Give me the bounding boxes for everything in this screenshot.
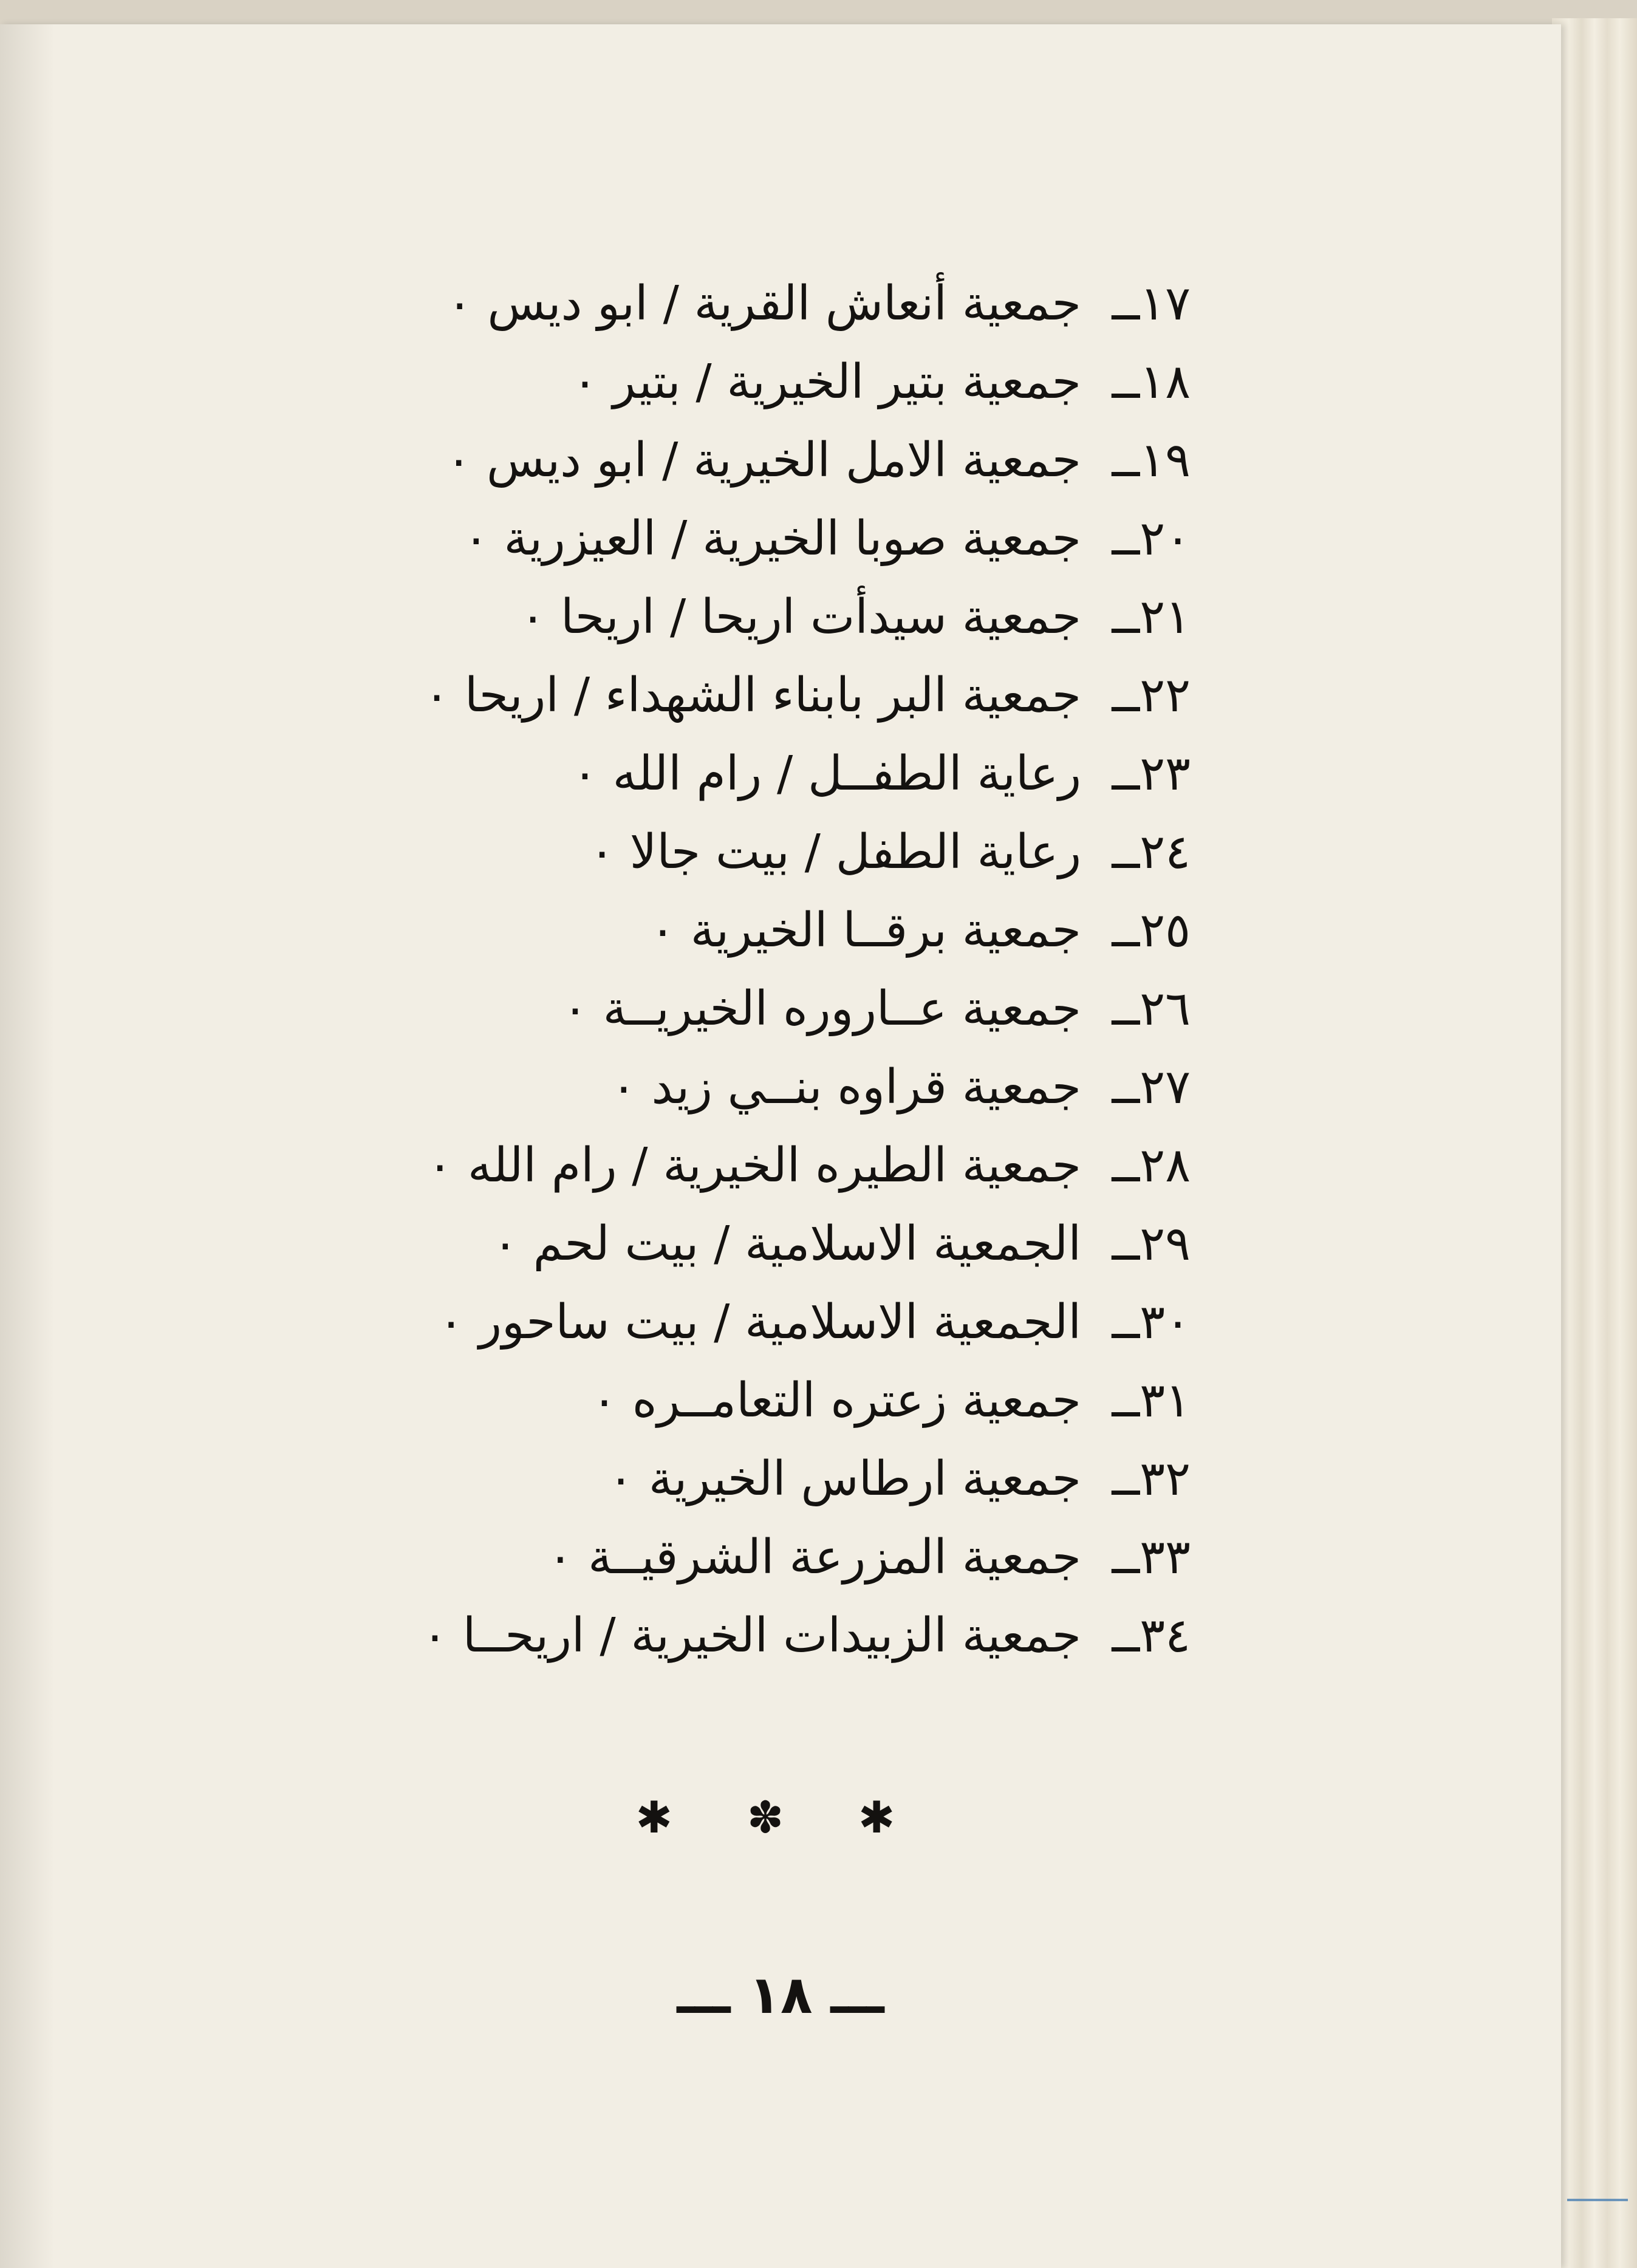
list-item [97, 1126, 1191, 1204]
item-text: جمعية البر بابناء الشهداء / اريحا ٠ [424, 668, 1081, 723]
item-text: جمعية صوبا الخيرية / العيزرية ٠ [463, 511, 1081, 566]
list-item [97, 264, 1191, 343]
item-text: جمعية ارطاس الخيرية ٠ [608, 1451, 1081, 1506]
item-text: رعاية الطفل / بيت جالا ٠ [589, 824, 1081, 880]
item-text: رعاية الطفــل / رام الله ٠ [572, 746, 1081, 801]
list-item [97, 813, 1191, 891]
item-text: جمعية الزبيدات الخيرية / اريحــا ٠ [422, 1608, 1081, 1663]
page-edges [1552, 18, 1637, 2268]
list-item [97, 1596, 1191, 1675]
item-number: ١٩ــ [1112, 432, 1191, 488]
item-number: ٢٩ــ [1112, 1216, 1191, 1271]
list-item [97, 656, 1191, 734]
book-page [0, 24, 1561, 2268]
item-number: ٢٦ــ [1112, 981, 1191, 1036]
item-text: جمعية بتير الخيرية / بتير ٠ [572, 354, 1081, 409]
list-item [97, 1283, 1191, 1361]
item-number: ٢٥ــ [1112, 903, 1191, 958]
page-number: ـــ ١٨ ـــ [677, 1965, 884, 2026]
item-number: ٣١ــ [1112, 1373, 1191, 1428]
item-text: جمعية أنعاش القرية / ابو ديس ٠ [446, 276, 1081, 331]
item-number: ٢١ــ [1112, 589, 1191, 644]
item-text: الجمعية الاسلامية / بيت ساحور ٠ [438, 1294, 1081, 1350]
item-text: الجمعية الاسلامية / بيت لحم ٠ [492, 1216, 1081, 1271]
item-number: ٣٤ــ [1112, 1608, 1191, 1663]
item-number: ١٨ــ [1112, 354, 1191, 409]
list-item [97, 343, 1191, 421]
item-text: جمعية عــاروره الخيريــة ٠ [562, 981, 1081, 1036]
item-number: ٢٧ــ [1112, 1059, 1191, 1115]
list-item [97, 1440, 1191, 1518]
item-number: ٢٣ــ [1112, 746, 1191, 801]
list-item [97, 1361, 1191, 1440]
item-number: ١٧ــ [1112, 276, 1191, 331]
item-number: ٢٢ــ [1112, 668, 1191, 723]
item-number: ٣٢ــ [1112, 1451, 1191, 1506]
list-item [97, 1518, 1191, 1596]
item-number: ٢٤ــ [1112, 824, 1191, 880]
list-item [97, 891, 1191, 969]
list-item [97, 1048, 1191, 1126]
item-text: جمعية سيدأت اريحا / اريحا ٠ [520, 589, 1081, 644]
item-text: جمعية برقــا الخيرية ٠ [650, 903, 1081, 958]
list-item [97, 499, 1191, 578]
list-item [97, 421, 1191, 499]
blue-edge-mark [1567, 2199, 1628, 2201]
item-number: ٢٠ــ [1112, 511, 1191, 566]
item-text: جمعية زعتره التعامــره ٠ [592, 1373, 1081, 1428]
item-number: ٢٨ــ [1112, 1138, 1191, 1193]
item-text: جمعية قراوه بنــي زيد ٠ [610, 1059, 1081, 1115]
item-text: جمعية الامل الخيرية / ابو ديس ٠ [446, 432, 1081, 488]
item-number: ٣٠ــ [1112, 1294, 1191, 1350]
list-item [97, 578, 1191, 656]
section-ornament: ✱ ✽ ✱ [635, 1792, 926, 1843]
list-item [97, 1204, 1191, 1283]
item-number: ٣٣ــ [1112, 1529, 1191, 1585]
society-list [97, 264, 1191, 1675]
item-text: جمعية الطيره الخيرية / رام الله ٠ [427, 1138, 1081, 1193]
item-text: جمعية المزرعة الشرقيــة ٠ [547, 1529, 1081, 1585]
list-item [97, 969, 1191, 1048]
list-item [97, 734, 1191, 813]
